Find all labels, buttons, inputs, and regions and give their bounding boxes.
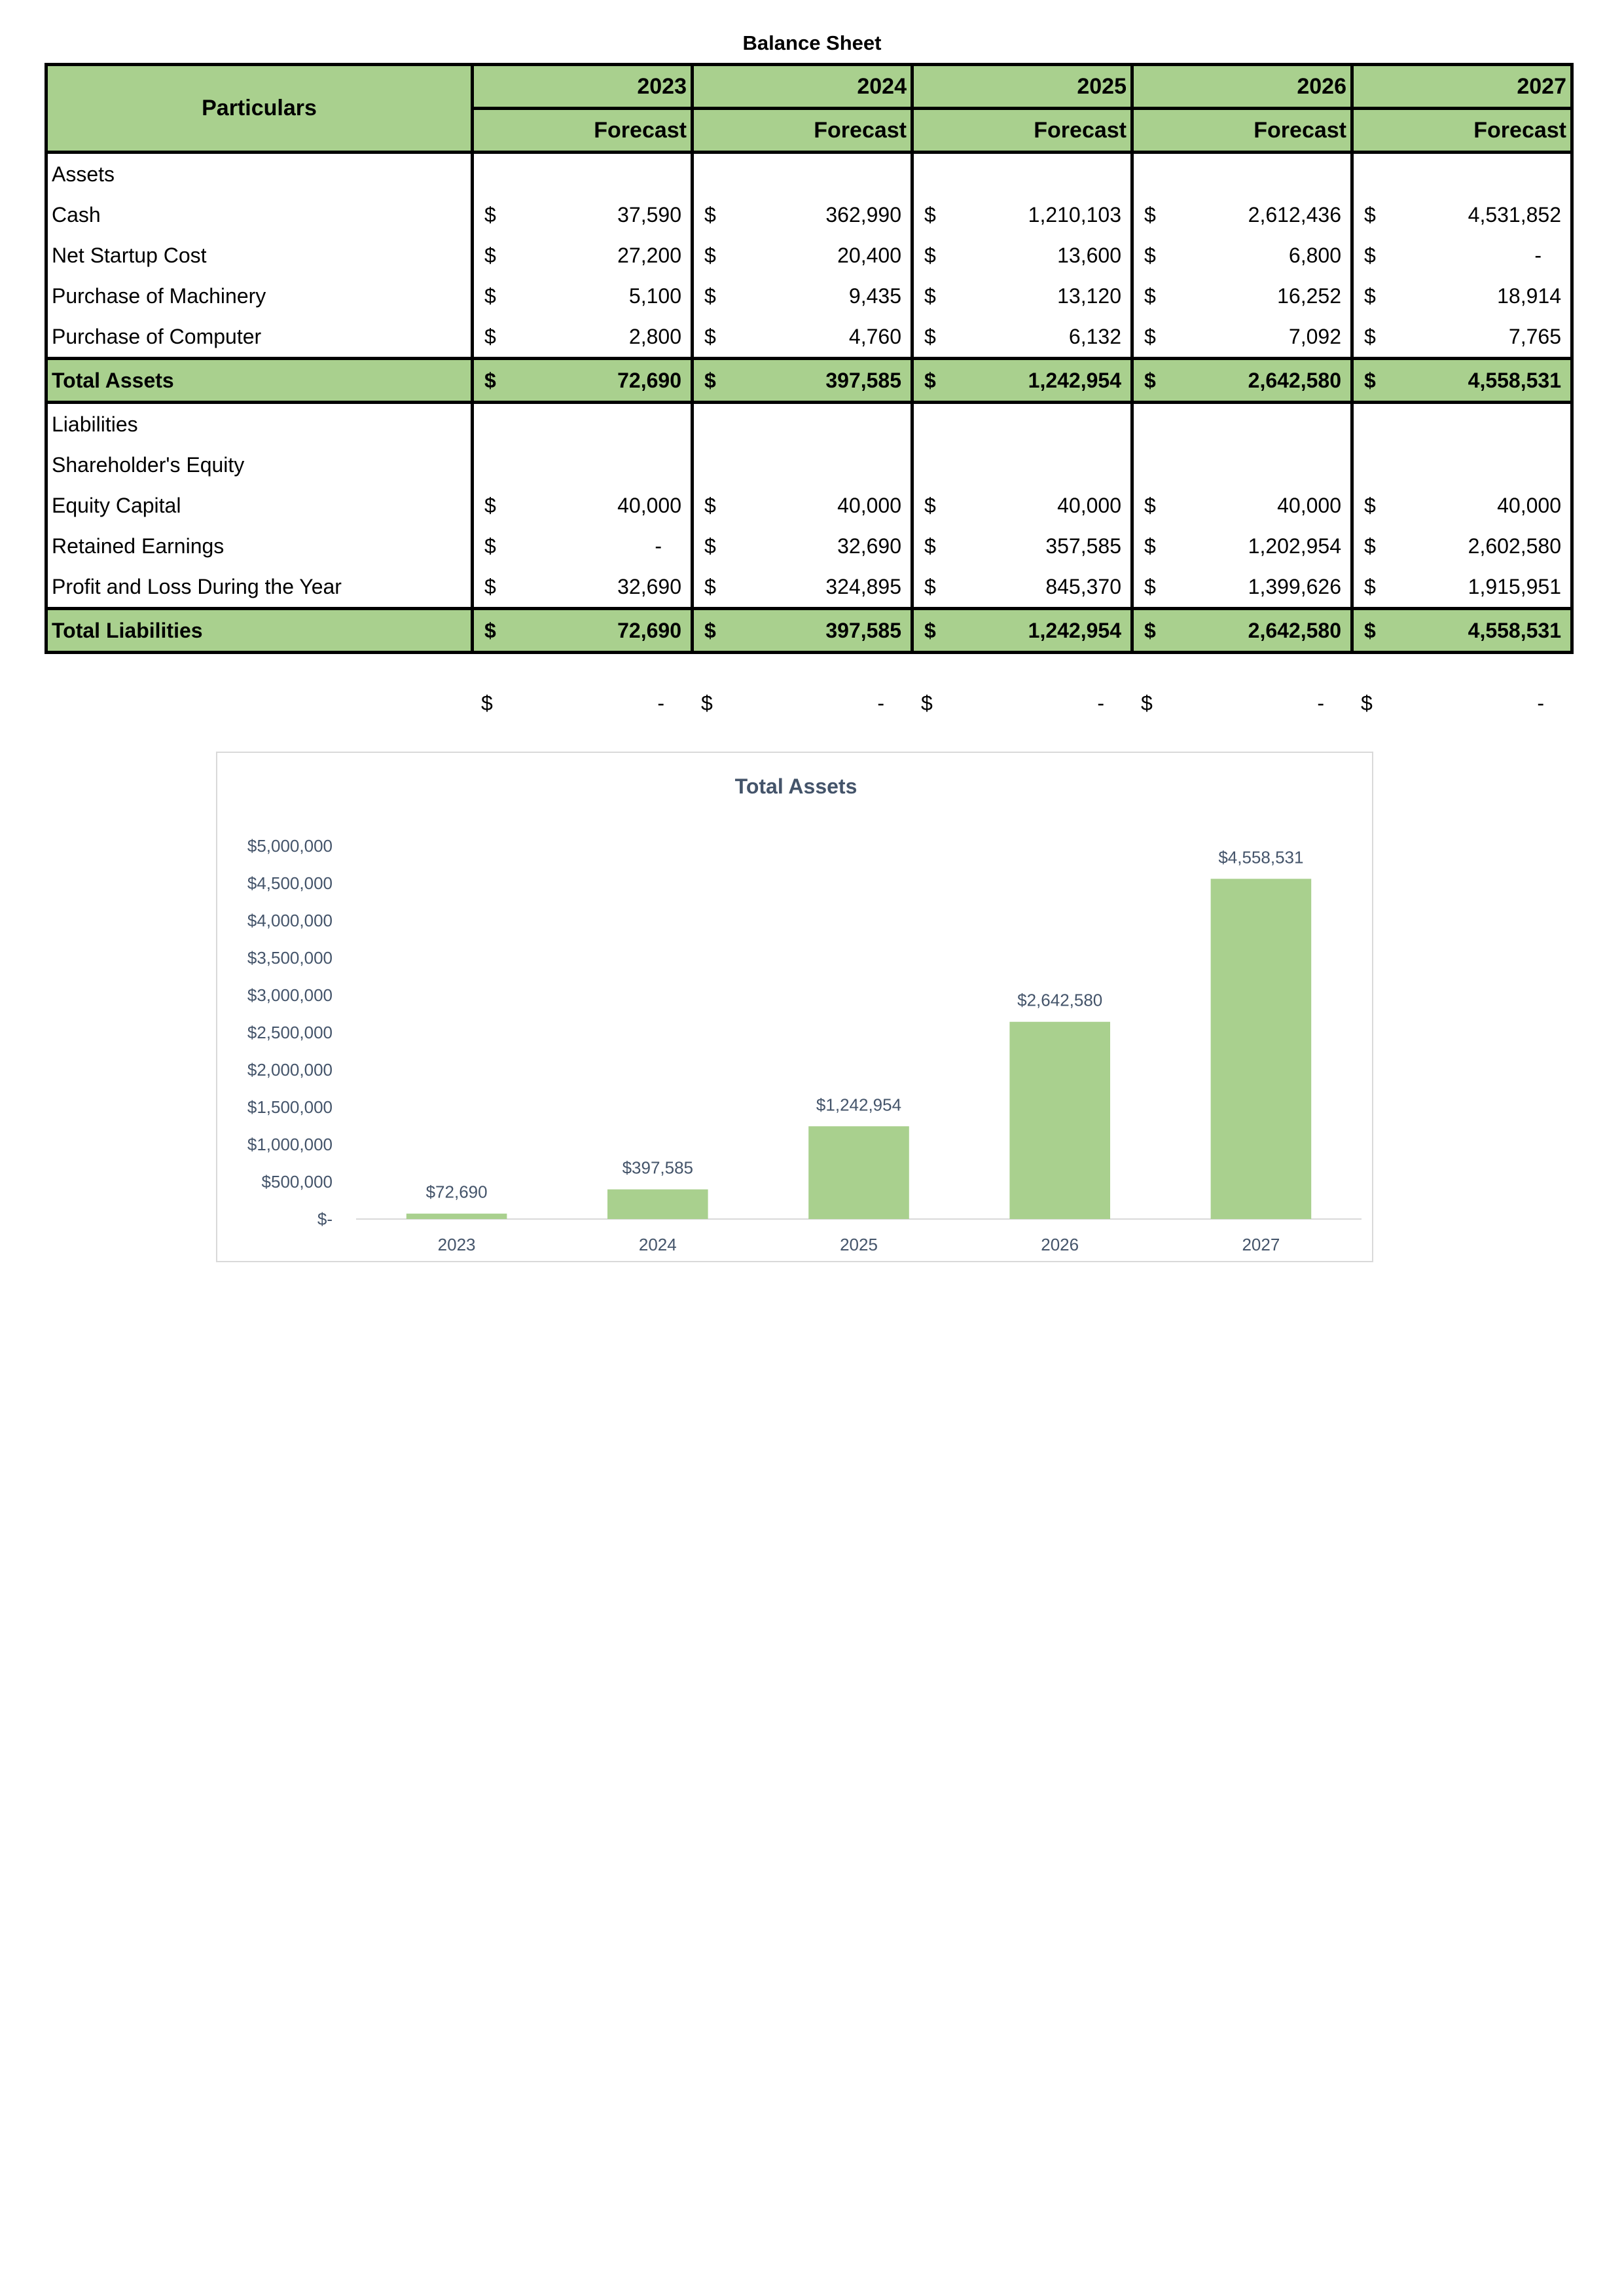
currency-symbol: $	[484, 202, 496, 227]
table-row	[46, 485, 1572, 526]
currency-symbol: $	[1364, 574, 1376, 598]
cell-value: 397,585	[825, 618, 901, 642]
balance-check-row	[471, 691, 1571, 716]
header-row-years	[46, 65, 1572, 109]
value-cell	[473, 359, 693, 403]
cell-value: 2,642,580	[1248, 368, 1341, 392]
row-label: Liabilities	[46, 403, 473, 445]
x-tick-label: 2023	[437, 1235, 476, 1254]
forecast-header: Forecast	[1352, 109, 1572, 153]
cell-value: 1,202,954	[1248, 534, 1341, 558]
table-row	[46, 194, 1572, 235]
currency-symbol: $	[481, 691, 493, 715]
currency-symbol: $	[924, 324, 936, 348]
value-cell	[912, 403, 1132, 445]
currency-symbol: $	[484, 283, 496, 308]
value-cell	[912, 276, 1132, 316]
y-tick-label: $4,500,000	[247, 873, 333, 893]
currency-symbol: $	[484, 534, 496, 558]
x-tick-label: 2025	[840, 1235, 878, 1254]
forecast-header: Forecast	[473, 109, 693, 153]
value-cell	[693, 359, 912, 403]
cell-value: 4,558,531	[1468, 618, 1561, 642]
value-cell	[1352, 235, 1572, 276]
particulars-header: Particulars	[46, 65, 473, 153]
currency-symbol: $	[704, 618, 716, 642]
value-cell	[912, 566, 1132, 609]
value-cell	[1352, 403, 1572, 445]
value-cell	[912, 194, 1132, 235]
value-cell	[473, 235, 693, 276]
y-tick-label: $2,000,000	[247, 1060, 333, 1080]
y-tick-label: $3,500,000	[247, 948, 333, 968]
currency-symbol: $	[1144, 574, 1156, 598]
cell-value: 72,690	[617, 618, 681, 642]
currency-symbol: $	[1361, 691, 1373, 715]
row-label: Purchase of Computer	[46, 316, 473, 359]
table-row	[46, 445, 1572, 485]
year-header: 2023	[473, 65, 693, 109]
cell-value: 40,000	[837, 493, 901, 517]
value-cell	[1132, 526, 1352, 566]
currency-symbol: $	[1364, 368, 1376, 392]
value-cell	[912, 359, 1132, 403]
cell-value: 40,000	[617, 493, 681, 517]
value-cell	[1132, 609, 1352, 653]
currency-symbol: $	[1364, 283, 1376, 308]
value-cell	[1352, 194, 1572, 235]
value-cell	[1132, 153, 1352, 195]
value-cell	[1132, 316, 1352, 359]
currency-symbol: $	[924, 534, 936, 558]
value-cell	[693, 235, 912, 276]
table-row	[46, 235, 1572, 276]
check-cell	[1130, 691, 1350, 716]
total-row	[46, 609, 1572, 653]
row-label: Total Liabilities	[46, 609, 473, 653]
cell-value: 397,585	[825, 368, 901, 392]
value-cell	[473, 276, 693, 316]
cell-value: 40,000	[1057, 493, 1121, 517]
value-cell	[1132, 359, 1352, 403]
value-cell	[473, 526, 693, 566]
currency-symbol: $	[921, 691, 933, 715]
value-cell	[1352, 276, 1572, 316]
cell-value: 5,100	[628, 283, 681, 308]
check-cell	[1350, 691, 1570, 716]
check-value: -	[1537, 691, 1544, 715]
value-cell	[1132, 566, 1352, 609]
cell-value: 357,585	[1045, 534, 1121, 558]
currency-symbol: $	[1364, 618, 1376, 642]
cell-value: 40,000	[1497, 493, 1561, 517]
currency-symbol: $	[484, 368, 496, 392]
currency-symbol: $	[1144, 618, 1156, 642]
currency-symbol: $	[1364, 243, 1376, 267]
value-cell	[1132, 485, 1352, 526]
value-cell	[912, 316, 1132, 359]
cell-value: 32,690	[837, 534, 901, 558]
cell-value: 37,590	[617, 202, 681, 227]
currency-symbol: $	[1144, 283, 1156, 308]
cell-value: 1,242,954	[1028, 368, 1121, 392]
cell-value: 4,531,852	[1468, 202, 1561, 227]
data-label: $2,642,580	[1017, 990, 1103, 1010]
check-value: -	[657, 691, 664, 715]
forecast-header: Forecast	[912, 109, 1132, 153]
currency-symbol: $	[924, 618, 936, 642]
row-label: Retained Earnings	[46, 526, 473, 566]
cell-value: 362,990	[825, 202, 901, 227]
value-cell	[1352, 445, 1572, 485]
cell-value: 16,252	[1277, 283, 1341, 308]
cell-value: 6,132	[1068, 324, 1121, 348]
currency-symbol: $	[1364, 534, 1376, 558]
currency-symbol: $	[704, 202, 716, 227]
value-cell	[1132, 235, 1352, 276]
value-cell	[1132, 194, 1352, 235]
year-header: 2027	[1352, 65, 1572, 109]
check-value: -	[1317, 691, 1324, 715]
cell-value: 40,000	[1277, 493, 1341, 517]
value-cell	[912, 235, 1132, 276]
currency-symbol: $	[1364, 202, 1376, 227]
cell-value: 4,760	[848, 324, 901, 348]
x-tick-label: 2026	[1041, 1235, 1079, 1254]
value-cell	[693, 566, 912, 609]
x-tick-label: 2027	[1242, 1235, 1280, 1254]
x-tick-label: 2024	[638, 1235, 677, 1254]
chart-svg	[217, 753, 1375, 1264]
value-cell	[693, 194, 912, 235]
row-label: Purchase of Machinery	[46, 276, 473, 316]
cell-value: 2,602,580	[1468, 534, 1561, 558]
data-label: $72,690	[425, 1182, 488, 1202]
currency-symbol: $	[1364, 324, 1376, 348]
value-cell	[693, 485, 912, 526]
forecast-header: Forecast	[1132, 109, 1352, 153]
currency-symbol: $	[484, 493, 496, 517]
currency-symbol: $	[1144, 324, 1156, 348]
year-header: 2024	[693, 65, 912, 109]
cell-value: 1,210,103	[1028, 202, 1121, 227]
check-cell	[911, 691, 1130, 716]
cell-value: 6,800	[1288, 243, 1341, 267]
value-cell	[1352, 316, 1572, 359]
row-label: Net Startup Cost	[46, 235, 473, 276]
table-row	[46, 276, 1572, 316]
value-cell	[693, 276, 912, 316]
currency-symbol: $	[1144, 368, 1156, 392]
currency-symbol: $	[924, 243, 936, 267]
value-cell	[912, 153, 1132, 195]
currency-symbol: $	[704, 534, 716, 558]
currency-symbol: $	[704, 493, 716, 517]
cell-value: 1,242,954	[1028, 618, 1121, 642]
value-cell	[1132, 403, 1352, 445]
currency-symbol: $	[924, 202, 936, 227]
check-cell	[691, 691, 911, 716]
y-tick-label: $-	[317, 1209, 333, 1229]
cell-value: 18,914	[1497, 283, 1561, 308]
bar	[406, 1214, 507, 1219]
currency-symbol: $	[924, 368, 936, 392]
value-cell	[473, 316, 693, 359]
row-label: Cash	[46, 194, 473, 235]
balance-sheet-body	[46, 153, 1572, 653]
value-cell	[473, 153, 693, 195]
currency-symbol: $	[1144, 243, 1156, 267]
currency-symbol: $	[704, 283, 716, 308]
row-label: Total Assets	[46, 359, 473, 403]
value-cell	[473, 609, 693, 653]
bar	[1009, 1022, 1110, 1219]
bar	[1211, 879, 1312, 1219]
cell-value: -	[1534, 243, 1542, 267]
value-cell	[473, 485, 693, 526]
cell-value: 20,400	[837, 243, 901, 267]
cell-value: 2,612,436	[1248, 202, 1341, 227]
table-row	[46, 526, 1572, 566]
value-cell	[693, 609, 912, 653]
value-cell	[1352, 526, 1572, 566]
table-row	[46, 403, 1572, 445]
currency-symbol: $	[704, 243, 716, 267]
value-cell	[912, 609, 1132, 653]
sheet-title: Balance Sheet	[742, 31, 882, 54]
value-cell	[473, 566, 693, 609]
total-row	[46, 359, 1572, 403]
value-cell	[1352, 153, 1572, 195]
y-tick-label: $4,000,000	[247, 911, 333, 930]
table-row	[46, 566, 1572, 609]
value-cell	[1352, 609, 1572, 653]
bar	[607, 1190, 708, 1219]
y-tick-label: $2,500,000	[247, 1023, 333, 1042]
forecast-header: Forecast	[693, 109, 912, 153]
value-cell	[1352, 566, 1572, 609]
table-row	[46, 153, 1572, 195]
bar	[808, 1126, 909, 1219]
cell-value: 2,642,580	[1248, 618, 1341, 642]
y-tick-label: $5,000,000	[247, 836, 333, 856]
y-tick-label: $3,000,000	[247, 985, 333, 1005]
total-assets-chart	[216, 752, 1373, 1262]
currency-symbol: $	[484, 324, 496, 348]
cell-value: 324,895	[825, 574, 901, 598]
currency-symbol: $	[1364, 493, 1376, 517]
currency-symbol: $	[924, 283, 936, 308]
value-cell	[693, 526, 912, 566]
cell-value: 1,915,951	[1468, 574, 1561, 598]
cell-value: 72,690	[617, 368, 681, 392]
year-header: 2025	[912, 65, 1132, 109]
cell-value: 32,690	[617, 574, 681, 598]
currency-symbol: $	[484, 618, 496, 642]
currency-symbol: $	[1141, 691, 1153, 715]
cell-value: -	[655, 534, 662, 558]
cell-value: 2,800	[628, 324, 681, 348]
value-cell	[473, 194, 693, 235]
value-cell	[912, 526, 1132, 566]
cell-value: 13,600	[1057, 243, 1121, 267]
value-cell	[912, 445, 1132, 485]
balance-sheet-table	[45, 63, 1574, 654]
currency-symbol: $	[704, 574, 716, 598]
value-cell	[693, 403, 912, 445]
value-cell	[693, 316, 912, 359]
y-tick-label: $1,500,000	[247, 1097, 333, 1117]
value-cell	[1132, 276, 1352, 316]
y-tick-label: $1,000,000	[247, 1135, 333, 1154]
year-header: 2026	[1132, 65, 1352, 109]
currency-symbol: $	[1144, 493, 1156, 517]
currency-symbol: $	[701, 691, 713, 715]
currency-symbol: $	[1144, 202, 1156, 227]
cell-value: 27,200	[617, 243, 681, 267]
data-label: $397,585	[622, 1157, 694, 1178]
row-label: Assets	[46, 153, 473, 195]
cell-value: 4,558,531	[1468, 368, 1561, 392]
value-cell	[1132, 445, 1352, 485]
chart-title: Total Assets	[734, 774, 857, 798]
value-cell	[693, 445, 912, 485]
currency-symbol: $	[704, 324, 716, 348]
cell-value: 845,370	[1045, 574, 1121, 598]
value-cell	[473, 403, 693, 445]
cell-value: 7,092	[1288, 324, 1341, 348]
value-cell	[693, 153, 912, 195]
currency-symbol: $	[924, 574, 936, 598]
check-value: -	[1097, 691, 1104, 715]
currency-symbol: $	[704, 368, 716, 392]
currency-symbol: $	[484, 243, 496, 267]
check-cell	[471, 691, 691, 716]
data-label: $1,242,954	[816, 1095, 902, 1115]
currency-symbol: $	[924, 493, 936, 517]
row-label: Equity Capital	[46, 485, 473, 526]
table-row	[46, 316, 1572, 359]
value-cell	[912, 485, 1132, 526]
cell-value: 1,399,626	[1248, 574, 1341, 598]
row-label: Profit and Loss During the Year	[46, 566, 473, 609]
cell-value: 9,435	[848, 283, 901, 308]
y-tick-label: $500,000	[261, 1172, 333, 1192]
value-cell	[1352, 485, 1572, 526]
value-cell	[1352, 359, 1572, 403]
currency-symbol: $	[1144, 534, 1156, 558]
row-label: Shareholder's Equity	[46, 445, 473, 485]
currency-symbol: $	[484, 574, 496, 598]
check-value: -	[877, 691, 884, 715]
cell-value: 7,765	[1508, 324, 1561, 348]
cell-value: 13,120	[1057, 283, 1121, 308]
data-label: $4,558,531	[1218, 847, 1304, 867]
value-cell	[473, 445, 693, 485]
